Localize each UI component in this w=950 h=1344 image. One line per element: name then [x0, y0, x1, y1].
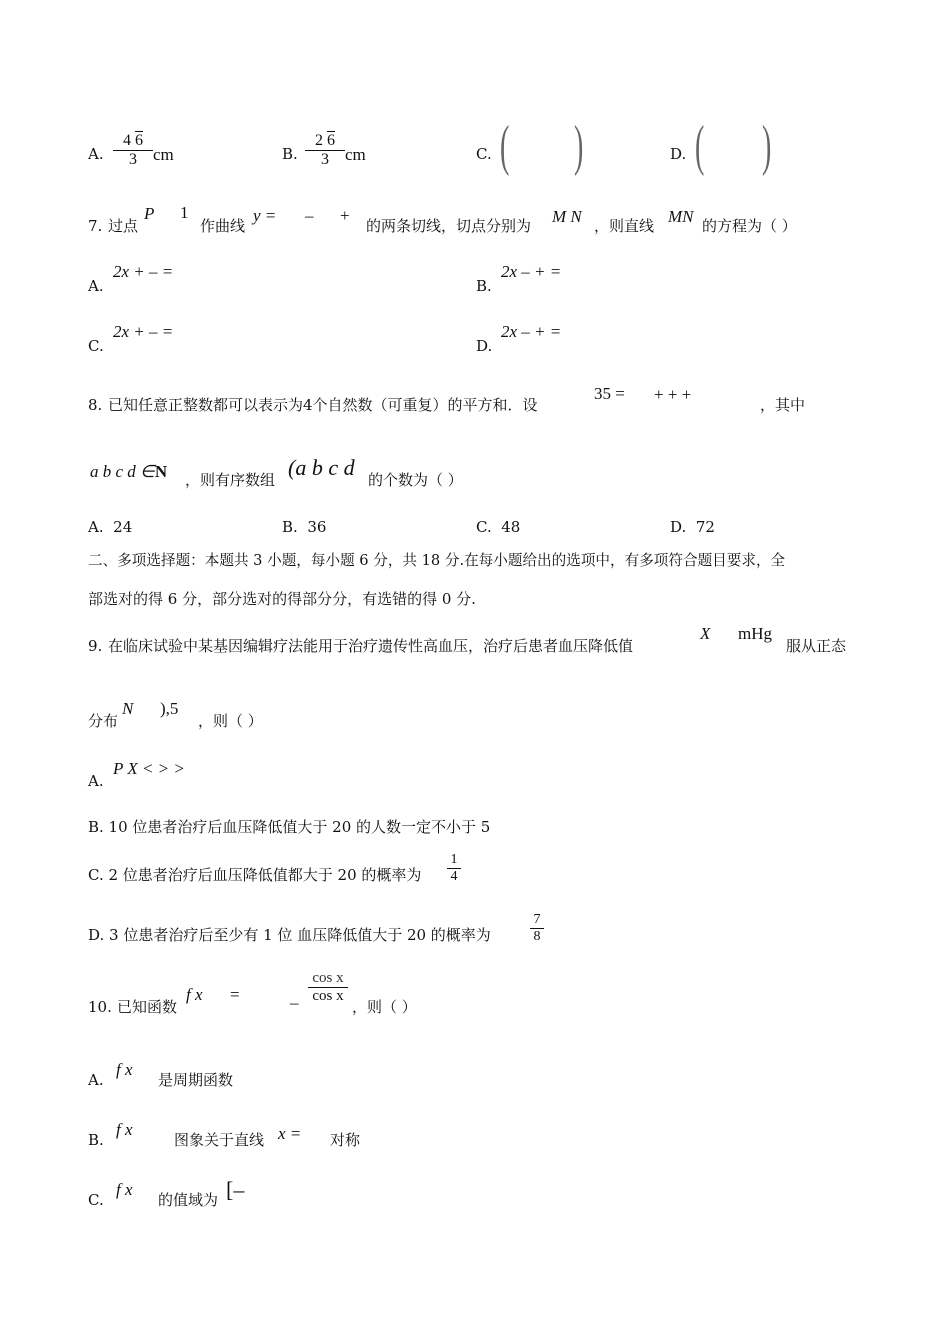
q8-option-c: C. 48 [476, 518, 521, 536]
q7-option-c-label: C. [88, 337, 104, 355]
q10-func: f x [186, 985, 203, 1004]
q7-number: 7. [88, 217, 103, 235]
q7-text-5: 的方程为（ ） [702, 217, 797, 235]
q7-curve-y: y = [253, 206, 277, 225]
q7-option-c-expr: 2x + – = [113, 322, 174, 341]
q8-option-b: B. 36 [282, 518, 327, 536]
q6-option-c-right-paren: ) [574, 115, 584, 177]
q10-option-a-text: 是周期函数 [158, 1071, 234, 1089]
q10-option-b-expr-2: x = [278, 1124, 302, 1143]
q9-dist-n: N [122, 699, 134, 718]
q7-option-b-label: B. [476, 277, 492, 295]
q6-option-c-label: C. [476, 145, 492, 163]
q7-text-4: ，则直线 [594, 217, 655, 235]
q9-option-d-text: D. 3 位患者治疗后至少有 1 位 血压降低值大于 20 的概率为 [88, 926, 491, 944]
q9-dist-params: ),5 [160, 699, 179, 718]
q7-curve-plus: + [340, 206, 350, 225]
q10-option-b-text: 图象关于直线 [174, 1131, 265, 1149]
q8-option-a: A. 24 [88, 518, 133, 536]
q10-option-c-text: 的值域为 [158, 1191, 219, 1209]
q9-number: 9. [88, 637, 103, 655]
q8-text-1: 已知任意正整数都可以表示为4个自然数（可重复）的平方和．设 [108, 396, 538, 414]
q7-point-coord: 1 [180, 203, 189, 222]
q8-text-4: 的个数为（ ） [368, 471, 463, 489]
q10-option-b-label: B. [88, 1131, 104, 1149]
q7-text-3: 的两条切线，切点分别为 [366, 217, 532, 235]
q7-option-d-expr: 2x – + = [501, 322, 562, 341]
q10-minus: – [290, 993, 299, 1012]
q8-option-d: D. 72 [670, 518, 715, 536]
q6-option-d-left-paren: ( [695, 115, 705, 177]
q10-text-1: 已知函数 [117, 998, 178, 1016]
q10-fraction: $\frac{\text{cos x}}{\text{cos x}}$ [308, 970, 348, 1005]
q7-option-a-expr: 2x + – = [113, 262, 174, 281]
q10-option-c-expr: f x [116, 1180, 133, 1199]
q6-option-b-fraction: $\frac{2 6}{3}$ [305, 132, 345, 169]
q8-number: 8. [88, 396, 103, 414]
q9-text-1: 在临床试验中某基因编辑疗法能用于治疗遗传性高血压，治疗后患者血压降低值 [108, 637, 634, 655]
q9-option-c-text: C. 2 位患者治疗后血压降低值都大于 20 的概率为 [88, 866, 422, 884]
q8-tuple: (a b c d [288, 455, 355, 480]
q8-eq-sum: + + + [654, 385, 692, 404]
q10-option-a-expr: f x [116, 1060, 133, 1079]
q7-option-d-label: D. [476, 337, 493, 355]
q7-text-2: 作曲线 [200, 217, 246, 235]
q8-text-3: ，则有序数组 [185, 471, 276, 489]
q6-option-a-unit: cm [153, 145, 174, 164]
section-2-line-2: 部选对的得 6 分，部分选对的得部分分，有选错的得 0 分. [88, 590, 476, 608]
q7-text-1: 过点 [108, 217, 139, 235]
q7-option-b-expr: 2x – + = [501, 262, 562, 281]
q10-text-2: ，则（ ） [352, 998, 417, 1016]
q6-option-a-fraction: $\frac{4 6}{3}$ [113, 132, 153, 169]
q9-option-b: B. 10 位患者治疗后血压降低值大于 20 的人数一定不小于 5 [88, 818, 491, 836]
q9-option-d-fraction: $\frac{7}{8}$ [530, 912, 544, 945]
q10-option-c-label: C. [88, 1191, 104, 1209]
q6-option-b-unit: cm [345, 145, 366, 164]
q9-text-4: ，则（ ） [198, 712, 263, 730]
q10-number: 10. [88, 998, 112, 1016]
q10-option-a-label: A. [88, 1071, 104, 1089]
q9-var-x: X [700, 624, 711, 643]
q10-equals: = [230, 985, 240, 1004]
q6-option-b-label: B. [282, 145, 298, 163]
q6-option-a-label: A. [88, 145, 104, 163]
q10-option-b-expr: f x [116, 1120, 133, 1139]
q6-option-d-label: D. [670, 145, 687, 163]
q8-vars: a b c d ∈N [90, 462, 168, 481]
q9-option-c-fraction: $\frac{1}{4}$ [447, 852, 461, 885]
q7-points-mn: M N [552, 207, 582, 226]
q8-text-2: ，其中 [760, 396, 806, 414]
q10-option-b-text-2: 对称 [330, 1131, 361, 1149]
q9-text-2: 服从正态 [786, 637, 847, 655]
q7-point-p: P [144, 204, 155, 223]
q9-unit: mHg [738, 624, 772, 643]
section-2-line-1: 二、多项选择题：本题共 3 小题，每小题 6 分，共 18 分.在每小题给出的选项中，有多项符合题目要求，全 [88, 552, 786, 569]
q7-line-mn: MN [668, 207, 694, 226]
q8-eq-35: 35 = [594, 384, 625, 403]
q9-option-a-expr: P X < > > [113, 759, 185, 778]
q10-option-c-expr-2: [– [226, 1177, 245, 1202]
q9-text-3: 分布 [88, 712, 119, 730]
q6-option-c-left-paren: ( [500, 115, 510, 177]
q9-option-a-label: A. [88, 772, 104, 790]
q6-option-d-right-paren: ) [762, 115, 772, 177]
q7-curve-minus: – [305, 206, 314, 225]
q7-option-a-label: A. [88, 277, 104, 295]
